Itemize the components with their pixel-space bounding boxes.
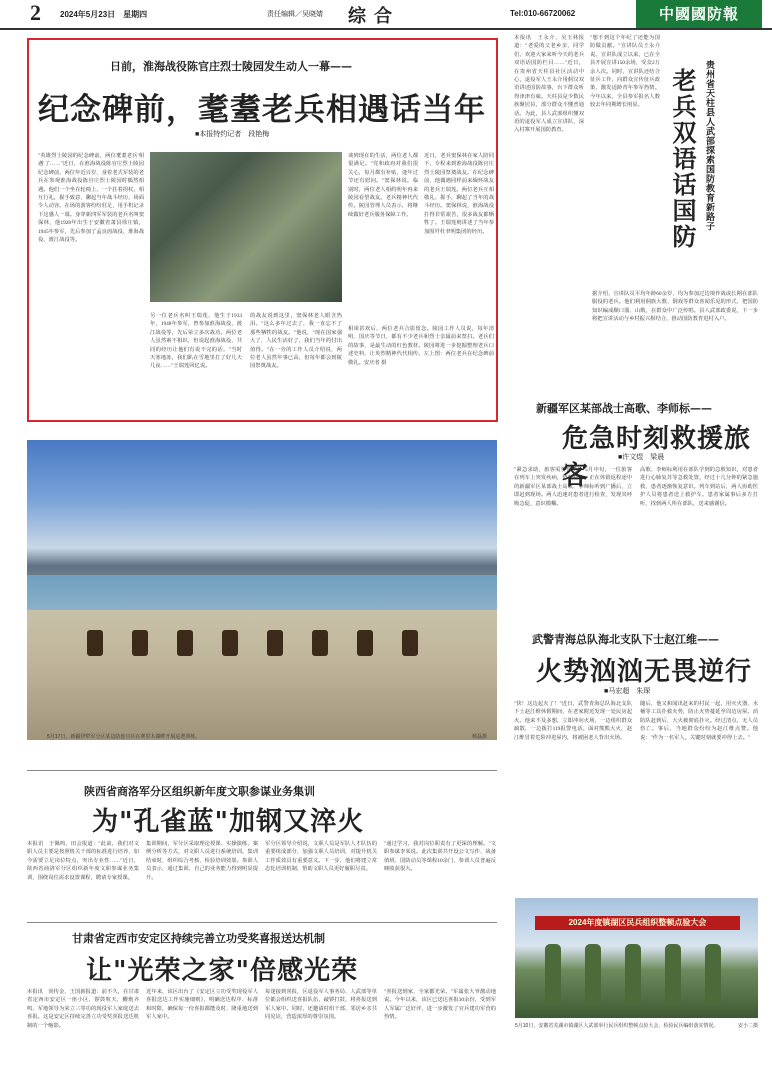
story3-kicker: 武警青海总队海北支队下士赵江维—— [532, 633, 719, 646]
story5-kicker: 甘肃省定西市安定区持续完善立功受奖喜报送达机制 [72, 932, 325, 945]
lake-patrol-photo [27, 440, 497, 740]
editor-credit: 责任编辑／吴晓婧 [267, 11, 323, 18]
veterans-photo [150, 152, 342, 302]
side-headline: 老兵双语话国防 [668, 68, 697, 250]
section-title: 综合 [348, 6, 400, 27]
lead-col-1: "英雄烈士陵园的纪念碑前，两位耄耋老兵'相遇'了……"近日，在淮海战役陈官庄烈士陵园纪念碑前，两位年近百岁、身着老式军装的老兵在参观淮海战役陈官庄烈士陵园时偶然相遇。他们一个坐在轮椅上，一个拄着拐杖，相互行礼，握手致意，聊起当年战斗经历，场面令人动容。在场的游客纷纷驻足，用手机记录下这感人一幕。身穿新四军军装的老兵名叫窦保林，他1928年出生于安徽省萧县徐庄镇，1945年参军，先后参加了孟良崮战役、淮海战役、渡江战役等。 [38, 153, 144, 244]
story3-col-1: "快！这边起火了！"近日，武警青海总队海北支队下士赵江维休假期间，在老家附近发现一处民房起火。他来不及多想，立即冲向火场，一边组织群众疏散，一边拨打119报警电话。面对熊熊大火，赵江维冒着危险冲进屋内，将被困老人背出火场。 [514, 701, 632, 741]
story5-col-3: 每逢接到喜报，区退役军人事务局、人武部等单位都会组织送喜报队伍，敲锣打鼓，将喜报送到军人家中。同时，还邀请村组干部、邻居乡亲共同见证，营造浓厚的尊崇氛围。 [265, 989, 377, 1021]
story5-col-4: "喜报送到家，全家都光荣。"军属张大爷激动地说。今年以来，该区已送达喜报30余份，受到军人军属广泛好评，进一步激发了官兵建功军营的热情。 [384, 989, 496, 1021]
side-kicker: 贵州省天柱县人武部探索国防教育新路子 [704, 60, 714, 231]
section-divider-2 [27, 922, 497, 923]
story3-col-2: 随后，他又和闻讯赶来的村民一起，用灭火器、水桶等工具扑救火势，防止火势蔓延至周边房屋。消防队赶到后，大火被彻底扑灭。经过清点，无人员伤亡。事后，当地群众纷纷为赵江维点赞。他说："作为一名军人，关键时刻就要冲得上去。" [640, 701, 758, 741]
story4-col-4: "通过学习，我对岗位职责有了更深的理解。"文职参谋李某说。此次集训共开设公文写作、战备值班、国防动员等课程10余门，参训人员普遍反映收获很大。 [384, 841, 496, 873]
issue-date: 2024年5月23日 星期四 [60, 10, 148, 19]
story4-col-2: 集训期间，军分区采取理论授课、实操演练、案例分析等方式，对文职人员进行系统培训。集训结束时，组织综合考核，检验培训效果。参训人员表示，通过集训，自己的业务能力得到明显提升。 [146, 841, 258, 881]
lake-caption-text: 5月17日，新疆伊犁军分区某边防连官兵在赛里木湖畔开展巡逻训练。 [47, 734, 201, 740]
story4-col-1: 本报讯 于佩鸣、田会报道："此前，我们对文职人员主要是按照机关干部的标准进行培养，如今需要立足岗位特点，突出专业性……"近日，陕西省商洛军分区组织新年度文职参谋业务集训，围绕岗位需求设置课程，聘请专家授课。 [27, 841, 139, 881]
story4-kicker: 陕西省商洛军分区组织新年度文职参谋业务集训 [84, 785, 315, 798]
story2-byline: ■许文煜 梁晨 [618, 454, 665, 461]
lake-photo-caption [47, 733, 487, 740]
story2-col-2: 高歌、李师标利用在部队学到的急救知识，对患者进行心肺复苏等急救处置。经过十几分钟的紧急施救，患者逐渐恢复意识。列车到站后，两人协助医护人员将患者送上救护车。患者家属事后多方打听，找到两人所在部队，送来感谢信。 [640, 467, 758, 507]
section-divider [27, 770, 497, 771]
inspection-banner: 2024年度镇湖区民兵组织整顿点验大会 [535, 916, 740, 930]
militia-caption-text: 5月10日，安徽省芜湖市镇湖区人武部举行民兵组织整顿点验大会，检验民兵编组落实情况。 [515, 1023, 719, 1029]
lead-byline: ■本报特约记者 段艳梅 [195, 131, 270, 138]
lead-col-4: 谈到现在的生活，两位老人都很满足。"党和政府对我们很关心，每月都有补贴，逢年过节还有慰问。"窦保林说。临别时，两位老人相约明年再来陵园看望战友。老兵精神代代传。陵园管理人员表示，将继续做好老兵服务保障工作。 [348, 153, 418, 218]
story5-headline: 让"光荣之家"倍感光荣 [86, 956, 359, 986]
side-col-1: 本报讯 王永介、吴玉林报道："老爱的父老乡亲，同学们，欢迎大家来听今天的老兵双语话国防栏目……"近日，在贵州省天柱县社区活动中心，退役军人王永介用侗汉双语讲述国防故事，台下群众听得津津有味。天柱县是少数民族聚居县，部分群众不懂普通话。为此，县人武部组织懂双语的退役军人成立宣讲队，深入村寨开展国防教育。 [514, 35, 584, 134]
story4-headline: 为"孔雀蓝"加钢又淬火 [92, 807, 365, 837]
militia-photo-caption [515, 1022, 758, 1029]
story5-col-2: 近年来，该区出台了《安定区立功受奖现役军人喜报送达工作实施细则》，明确送达程序、标准和时限，确保每一份喜报都能及时、隆重地送到军人家中。 [146, 989, 258, 1021]
lead-col-6: 相谈甚欢后，两位老兵合影留念。陵园工作人员说，每年清明、国庆等节日，都有不少老兵和烈士亲属前来祭扫。老兵们的故事，是最生动的红色教材。陵园将进一步挖掘整理老兵口述史料，让英烈精神代代相传。左上图：两位老兵在纪念碑前敬礼。安庆者 摄 [348, 326, 494, 366]
militia-photo-credit: 安小二摄 [737, 1023, 758, 1029]
page-number: 2 [30, 0, 41, 25]
story4-col-3: 军分区领导介绍说，文职人员是军队人才队伍的重要组成部分，加强文职人员培训，对提升机关工作质效具有重要意义。下一步，他们将建立常态化培训机制，帮助文职人员更好履职尽责。 [265, 841, 377, 873]
masthead [0, 0, 772, 30]
lead-col-2: 另一位老兵名叫王瑞莲，他生于1933年，1948年参军，曾参加淮海战役、渡江战役等，先后荣立多次战功。两位老人虽然素不相识，但说起淮海战役，共同的经历让他们有说不完的话。"当时天寒地冻，我们趴在雪地里打了好几天几夜……"王瑞莲回忆说。 [150, 313, 242, 370]
side-col-2: "想不到这个年纪了还能为国防做贡献。"宣讲队员王永介说。宣讲队成立以来，已在全县开展宣讲150余场，受众2万余人次。同时，宣讲队还结合征兵工作，向群众宣传征兵政策，激发适龄青年参军热情。今年以来，全县参军报名人数较去年同期增长明显。 [590, 35, 660, 109]
story3-headline: 火势汹汹无畏逆行 [536, 657, 753, 687]
newspaper-logo: 中國國防報 [636, 0, 762, 28]
story3-byline: ■马宏超 朱琛 [604, 688, 651, 695]
story2-headline: 危急时刻救援旅客 [562, 424, 752, 491]
side-col-3: 据介绍，宣讲队员平均年龄60余岁，均为参加过边境作战或长期在部队服役的老兵。他们利用侗族大歌、侗戏等群众喜闻乐见的形式，把国防知识编成顺口溜、山歌，在群众中广泛传唱。县人武部政委说，下一步将把宣讲活动与乡村振兴相结合，推动国防教育进村入户。 [592, 291, 758, 323]
lead-col-5: 近日，老兵窦保林在家人陪同下，专程来到淮海战役陈官庄烈士陵园祭奠战友。在纪念碑前，他偶遇同样前来缅怀战友的老兵王瑞莲。两位老兵互相敬礼、握手，聊起了当年的战斗经历。窦保林说，淮海战役打得非常艰苦，很多战友都牺牲了。王瑞莲则讲述了当年参加围歼杜聿明集团的经历。 [424, 153, 494, 235]
militia-inspection-photo [515, 898, 758, 1018]
story2-col-1: "紧急求助，旅客需要帮助！"5月中旬，一位旅客在列车上突发疾病，情况危急。正在休假返程途中的新疆军区某部战士高歌、李师标听到广播后，立即赶到现场。两人迅速对患者进行检查，发现其呼吸急促、意识模糊。 [514, 467, 632, 507]
phone-number: Tel:010-66720062 [510, 9, 576, 18]
lead-kicker: 日前，淮海战役陈官庄烈士陵园发生动人一幕—— [110, 60, 352, 73]
story2-kicker: 新疆军区某部战士高歌、李师标—— [536, 402, 712, 415]
story5-col-1: 本报讯 尚传金、王国新报道：前不久，在甘肃省定西市安定区一座小区，锣鼓喧天，鞭炮齐鸣，军地领导为荣立三等功的现役军人家庭送去喜报。这是安定区持续完善立功受奖喜报送达机制的一个缩影。 [27, 989, 139, 1029]
lake-photo-credit: 杨磊摄 [471, 734, 487, 740]
lead-headline: 纪念碑前，耄耋老兵相遇话当年 [38, 92, 486, 128]
lead-col-3: 的战友说到这里，窦保林老人眼含热泪。"这么多年过去了，我一直忘不了那些牺牲的战友。"他说，"现在国家强大了，人民生活好了，我们当年的付出值得。"在一旁的工作人员介绍说，两位老人虽然年事已高，但每年都会到陵园祭奠战友。 [250, 313, 342, 370]
